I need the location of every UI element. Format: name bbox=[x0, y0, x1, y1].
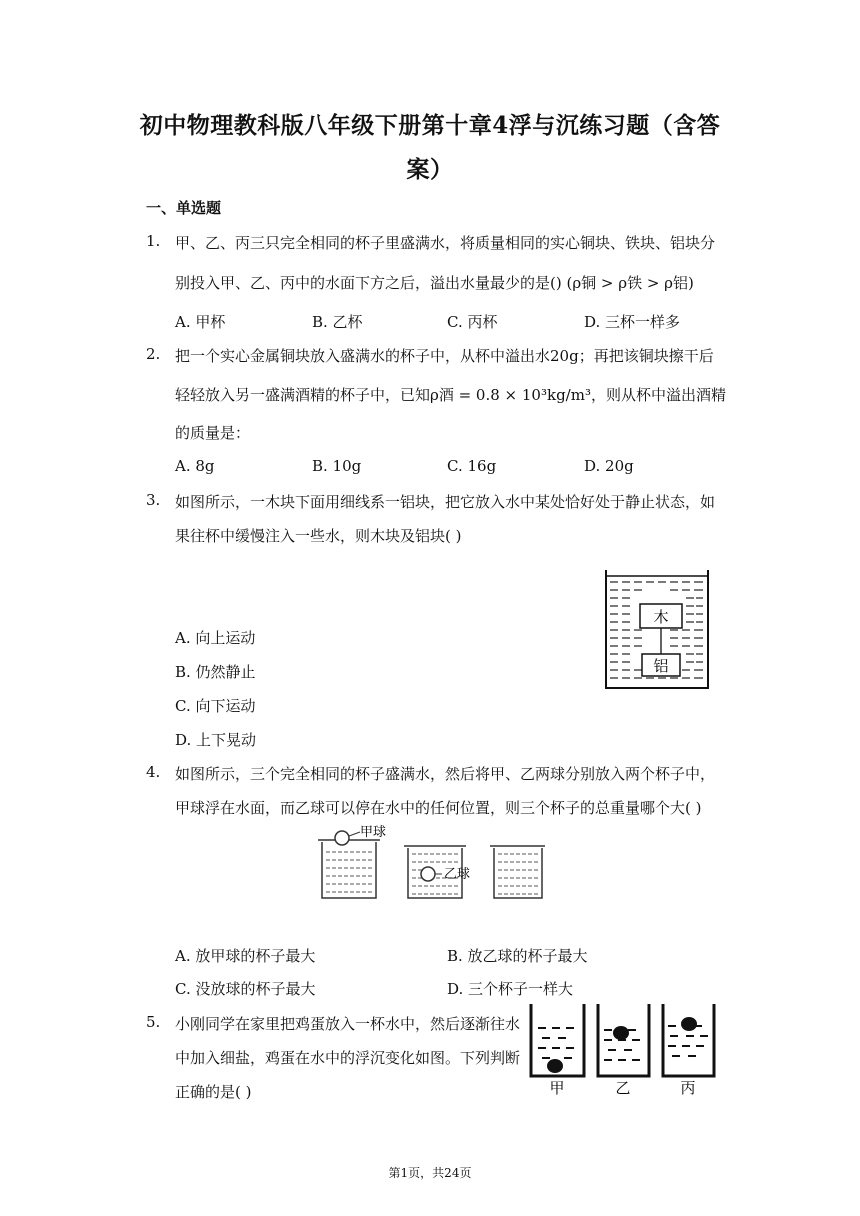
question-text: 如图所示，三个完全相同的杯子盛满水，然后将甲、乙两球分别放入两个杯子中， bbox=[175, 765, 716, 783]
section-heading: 一、单选题 bbox=[146, 199, 222, 217]
option-c: C. 丙杯 bbox=[447, 313, 498, 331]
question-text: 的质量是： bbox=[175, 424, 251, 442]
option-a: A. 向上运动 bbox=[175, 629, 256, 647]
option-a: A. 甲杯 bbox=[175, 313, 226, 331]
cup-c-label: 丙 bbox=[680, 1079, 696, 1097]
cup-c bbox=[663, 1004, 714, 1076]
beaker-wood-aluminum-figure bbox=[604, 568, 710, 690]
question-text: 如图所示，一木块下面用细线系一铝块，把它放入水中某处恰好处于静止状态，如 bbox=[175, 493, 716, 511]
question-text: 中加入细盐，鸡蛋在水中的浮沉变化如图。下列判断 bbox=[175, 1049, 521, 1067]
question-text: 果往杯中缓慢注入一些水，则木块及铝块( ) bbox=[175, 527, 462, 545]
egg-a bbox=[547, 1059, 563, 1073]
cup-with-ball-a bbox=[318, 824, 386, 898]
ball-a bbox=[335, 831, 349, 845]
option-d: D. 三个杯子一样大 bbox=[447, 980, 574, 998]
aluminum-label: 铝 bbox=[653, 657, 669, 675]
option-b: B. 放乙球的杯子最大 bbox=[447, 947, 588, 965]
cup-a bbox=[531, 1004, 584, 1076]
cup-b bbox=[598, 1004, 649, 1076]
three-cups-figure bbox=[316, 824, 546, 904]
egg-in-salt-water-figure bbox=[528, 1002, 718, 1098]
cup-b-label: 乙 bbox=[615, 1079, 631, 1097]
option-c: C. 向下运动 bbox=[175, 697, 256, 715]
page-title-line2: 案） bbox=[406, 156, 454, 183]
page-title-line1: 初中物理教科版八年级下册第十章4浮与沉练习题（含答 bbox=[139, 112, 721, 139]
option-b: B. 10g bbox=[312, 457, 362, 475]
wood-label: 木 bbox=[653, 608, 669, 626]
option-d: D. 上下晃动 bbox=[175, 731, 257, 749]
cup-with-ball-b bbox=[404, 846, 470, 898]
question-text: 轻轻放入另一盛满酒精的杯子中，已知ρ酒 = 0.8 × 10³kg/m³，则从杯中溢出酒精 bbox=[175, 386, 726, 404]
egg-c bbox=[681, 1017, 697, 1031]
question-text: 甲球浮在水面，而乙球可以停在水中的任何位置，则三个杯子的总重量哪个大( ) bbox=[175, 799, 702, 817]
option-b: B. 乙杯 bbox=[312, 313, 363, 331]
option-d: D. 20g bbox=[584, 457, 634, 475]
question-number: 2. bbox=[146, 345, 161, 363]
question-text: 别投入甲、乙、丙中的水面下方之后，溢出水量最少的是() (ρ铜 > ρ铁 > ρ铝) bbox=[175, 274, 694, 292]
question-number: 3. bbox=[146, 491, 161, 509]
egg-b bbox=[613, 1026, 629, 1040]
option-c: C. 没放球的杯子最大 bbox=[175, 980, 316, 998]
question-text: 正确的是( ) bbox=[175, 1083, 252, 1101]
question-number: 4. bbox=[146, 763, 161, 781]
option-a: A. 放甲球的杯子最大 bbox=[175, 947, 316, 965]
option-c: C. 16g bbox=[447, 457, 497, 475]
cup-a-label: 甲 bbox=[549, 1079, 565, 1097]
question-text: 小刚同学在家里把鸡蛋放入一杯水中，然后逐渐往水 bbox=[175, 1015, 521, 1033]
question-text: 甲、乙、丙三只完全相同的杯子里盛满水，将质量相同的实心铜块、铁块、铝块分 bbox=[175, 234, 716, 252]
option-d: D. 三杯一样多 bbox=[584, 313, 681, 331]
question-number: 1. bbox=[146, 232, 161, 250]
question-number: 5. bbox=[146, 1013, 161, 1031]
option-a: A. 8g bbox=[175, 457, 215, 475]
page-footer: 第1页，共24页 bbox=[388, 1166, 472, 1180]
ball-a-label: 甲球 bbox=[360, 825, 387, 840]
ball-b-label: 乙球 bbox=[444, 867, 471, 882]
cup-empty bbox=[490, 846, 545, 898]
question-text: 把一个实心金属铜块放入盛满水的杯子中，从杯中溢出水20g；再把该铜块擦干后 bbox=[175, 347, 714, 365]
ball-b bbox=[421, 867, 435, 881]
option-b: B. 仍然静止 bbox=[175, 663, 256, 681]
